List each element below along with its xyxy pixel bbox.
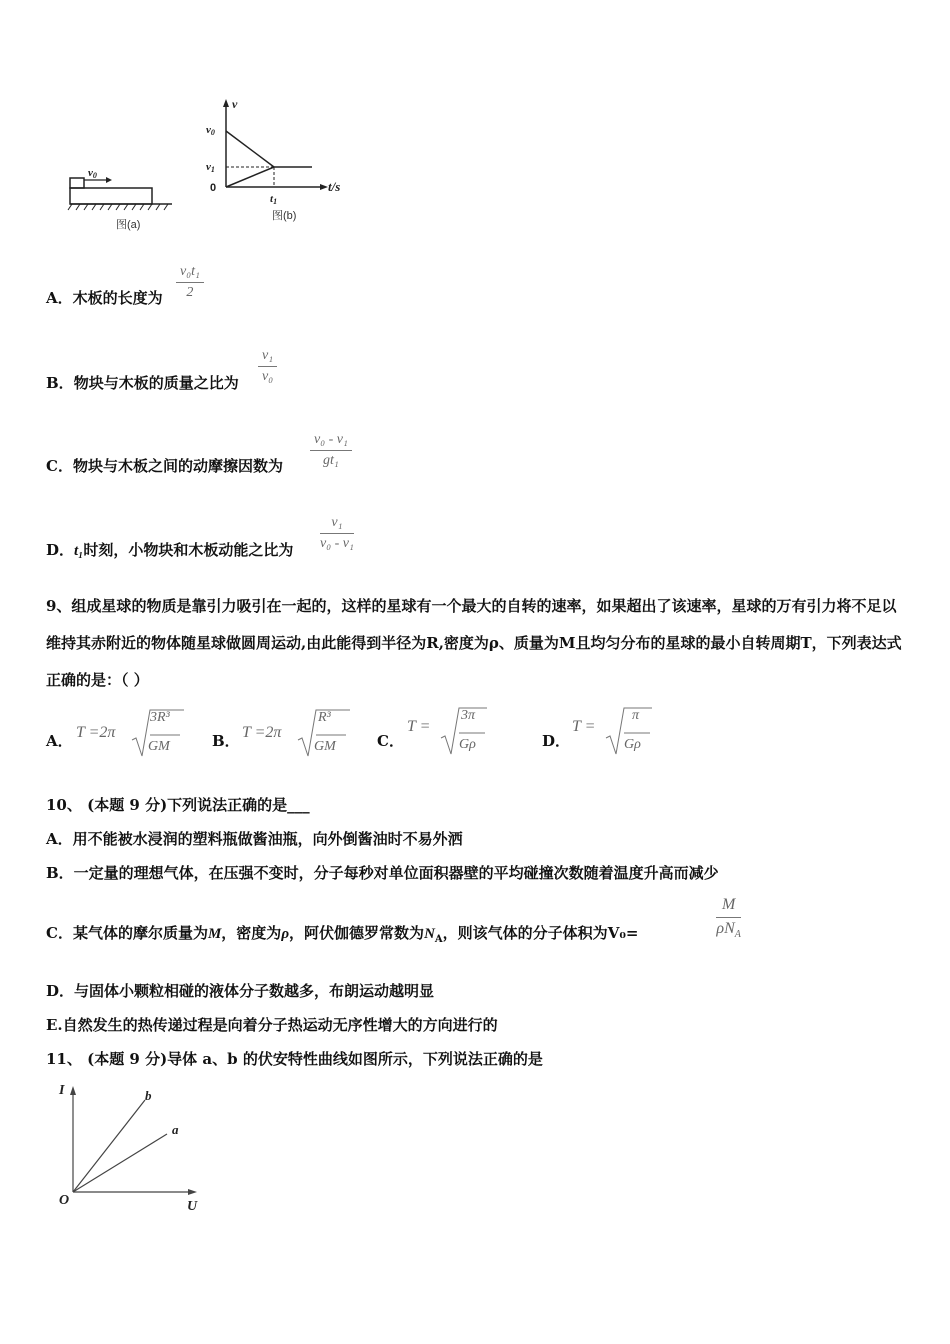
- line-a: [73, 1134, 167, 1192]
- q8-option-a-fraction: $\frac{\text{v₀t₁}}{2}$: [176, 264, 204, 301]
- line-b: [73, 1100, 145, 1192]
- svg-text:t/s: t/s: [328, 179, 341, 194]
- q10-option-d[interactable]: D．与固体小颗粒相碰的液体分子数越多，布朗运动越明显: [46, 982, 435, 1000]
- block-line: [226, 131, 274, 167]
- svg-text:v0: v0: [88, 167, 97, 180]
- q10-option-c[interactable]: C．某气体的摩尔质量为M，密度为ρ，阿伏伽德罗常数为$N_A$，则该气体的分子体积为V₀=: [46, 924, 639, 945]
- q8-option-c-fraction: $\frac{\text{v₀ - v₁}}{\text{gt₁}}$: [310, 432, 352, 469]
- small-block: [70, 178, 84, 188]
- q10-stem: 10、 (本题 9 分)下列说法正确的是___: [46, 796, 310, 814]
- board: [70, 188, 152, 204]
- svg-text:b: b: [145, 1088, 152, 1103]
- q9-options: [46, 704, 906, 764]
- q8-option-d-fraction: $\frac{\text{v₁}}{\text{v₀ - v₁}}$: [320, 515, 354, 551]
- q9-option-b[interactable]: B． T =2π R³ GM: [212, 704, 372, 764]
- figure-b: [200, 95, 360, 230]
- iv-graph: [55, 1078, 210, 1218]
- q10-option-a[interactable]: A．用不能被水浸润的塑料瓶做酱油瓶，向外倒酱油时不易外洒: [46, 830, 463, 848]
- svg-text:I: I: [59, 1083, 65, 1098]
- q10-option-e[interactable]: E.自然发生的热传递过程是向着分子热运动无序性增大的方向进行的: [46, 1016, 498, 1034]
- svg-text:v0: v0: [206, 124, 215, 137]
- svg-text:v1: v1: [206, 161, 215, 174]
- q10-option-b[interactable]: B．一定量的理想气体，在压强不变时，分子每秒对单位面积器壁的平均碰撞次数随着温度升高而减少: [46, 864, 719, 882]
- q9-option-d[interactable]: D． T = π Gρ: [542, 704, 702, 764]
- svg-text:O: O: [59, 1193, 70, 1208]
- svg-text:0: 0: [210, 182, 217, 194]
- q10-option-c-fraction: M $\rho N_A$: [716, 896, 741, 941]
- q11-stem: 11、 (本题 9 分)导体 a、b 的伏安特性曲线如图所示，下列说法正确的是: [46, 1050, 543, 1068]
- q8-option-b[interactable]: B．物块与木板的质量之比为: [46, 374, 239, 392]
- svg-text:U: U: [187, 1199, 198, 1214]
- figure-b-caption: 图(b): [272, 210, 297, 222]
- figure-a-caption: 图(a): [116, 219, 141, 231]
- q8-option-a[interactable]: A．木板的长度为: [46, 289, 163, 307]
- q9-stem: 9、组成星球的物质是靠引力吸引在一起的，这样的星球有一个最大的自转的速率，如果超出了该速率，星球的万有引力将不足以维持其赤附近的物体随星球做圆周运动,由此能得到半径为R,密度为ρ、质量为M且均匀分布的星球的最小自转周期T，下列表达式正确的是：（ ）: [46, 597, 902, 689]
- svg-text:v: v: [232, 97, 238, 111]
- q8-option-c[interactable]: C．物块与木板之间的动摩擦因数为: [46, 457, 283, 475]
- q9-option-c[interactable]: C． T = 3π Gρ: [377, 704, 537, 764]
- board-line: [226, 167, 274, 187]
- q8-option-d[interactable]: D．t₁时刻，小物块和木板动能之比为: [46, 541, 294, 559]
- q9-option-a[interactable]: A． T =2π 3R³ GM: [46, 704, 206, 764]
- svg-text:t1: t1: [270, 193, 278, 206]
- figure-a: [60, 160, 180, 235]
- q8-option-b-fraction: $\frac{\text{v₁}}{\text{v₀}}$: [258, 348, 277, 385]
- svg-text:a: a: [172, 1122, 179, 1137]
